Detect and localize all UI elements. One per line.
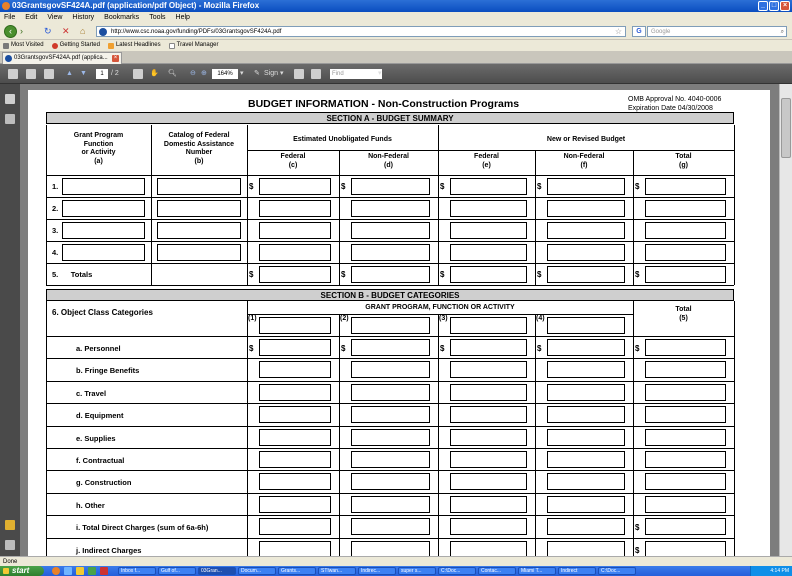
sign-icon[interactable]: ✎ bbox=[254, 70, 260, 77]
taskbar-item[interactable]: Contac... bbox=[478, 567, 516, 575]
column-number: (2) bbox=[340, 315, 349, 322]
site-icon bbox=[99, 28, 107, 36]
category-label: g. Construction bbox=[76, 478, 132, 488]
zoom-out-icon[interactable]: ⊖ bbox=[190, 70, 196, 77]
site-icon bbox=[5, 55, 12, 62]
category-label: a. Personnel bbox=[76, 344, 121, 353]
signatures-panel-icon[interactable] bbox=[5, 520, 15, 530]
taskbar-item[interactable]: C:\Doc... bbox=[438, 567, 476, 575]
column-divider bbox=[535, 314, 536, 560]
grant-program-field[interactable] bbox=[62, 222, 145, 239]
app-quicklaunch-icon[interactable] bbox=[100, 567, 108, 575]
amount-field[interactable] bbox=[259, 361, 331, 378]
column-header-e: Federal (e) bbox=[474, 153, 499, 169]
amount-field[interactable] bbox=[259, 473, 331, 490]
program-name-field[interactable] bbox=[259, 317, 331, 334]
amount-field[interactable] bbox=[547, 266, 625, 283]
column-divider bbox=[633, 301, 634, 560]
amount-field[interactable] bbox=[450, 429, 527, 446]
row-divider bbox=[46, 263, 734, 264]
attachments-panel-icon[interactable] bbox=[5, 540, 15, 550]
grant-program-field[interactable] bbox=[62, 200, 145, 217]
save-icon[interactable] bbox=[26, 69, 36, 79]
amount-field[interactable] bbox=[645, 361, 726, 378]
fit-page-icon[interactable] bbox=[294, 69, 304, 79]
bookmark-latest-headlines[interactable]: Latest Headlines bbox=[108, 40, 161, 51]
column-divider bbox=[633, 150, 634, 285]
amount-field[interactable] bbox=[645, 406, 726, 423]
totals-label: 5. Totals bbox=[52, 270, 93, 279]
row-number: 3. bbox=[52, 226, 59, 235]
cfda-number-field[interactable] bbox=[157, 200, 241, 217]
pdf-toolbar bbox=[0, 64, 792, 84]
search-engine-icon[interactable]: G bbox=[632, 26, 646, 37]
search-icon[interactable]: ⌕ bbox=[780, 29, 784, 35]
category-label: j. Indirect Charges bbox=[76, 545, 142, 555]
column-number: (3) bbox=[439, 315, 448, 322]
print-icon[interactable] bbox=[8, 69, 18, 79]
zoom-level[interactable]: 164% bbox=[212, 69, 238, 79]
table-border bbox=[734, 301, 735, 560]
amount-field[interactable] bbox=[259, 496, 331, 513]
menu-edit[interactable]: Edit bbox=[25, 14, 38, 21]
page-icon bbox=[169, 43, 175, 49]
grant-program-header: GRANT PROGRAM, FUNCTION OR ACTIVITY bbox=[365, 304, 515, 311]
taskbar-item[interactable]: 03Gran... bbox=[198, 567, 236, 575]
close-tab-icon[interactable]: × bbox=[113, 55, 118, 61]
amount-field[interactable] bbox=[547, 429, 625, 446]
zoom-in-icon[interactable]: ⊕ bbox=[201, 70, 207, 77]
amount-field[interactable] bbox=[351, 244, 430, 261]
close-button[interactable]: × bbox=[780, 1, 790, 11]
menu-history[interactable]: History bbox=[72, 14, 95, 21]
reload-icon[interactable]: ↻ bbox=[44, 26, 52, 36]
row-divider bbox=[46, 197, 734, 198]
row-divider bbox=[46, 403, 734, 404]
dollar-sign: $ bbox=[341, 270, 346, 279]
table-border bbox=[46, 301, 47, 560]
amount-field[interactable] bbox=[450, 200, 527, 217]
folder-icon bbox=[3, 43, 9, 49]
amount-field[interactable] bbox=[450, 244, 527, 261]
row-divider bbox=[46, 538, 734, 539]
header-divider bbox=[247, 150, 734, 151]
pdf-sidebar bbox=[0, 84, 20, 556]
amount-field[interactable] bbox=[547, 518, 625, 535]
row-divider bbox=[46, 426, 734, 427]
dollar-sign: $ bbox=[635, 523, 640, 533]
amount-field[interactable] bbox=[351, 222, 430, 239]
sign-button[interactable]: Sign bbox=[264, 70, 279, 77]
amount-field[interactable] bbox=[547, 222, 625, 239]
amount-field[interactable] bbox=[645, 384, 726, 401]
rss-icon bbox=[108, 43, 114, 49]
folder-quicklaunch-icon[interactable] bbox=[76, 567, 84, 575]
amount-field[interactable] bbox=[645, 496, 726, 513]
status-text: Done bbox=[3, 559, 18, 565]
dollar-sign: $ bbox=[341, 344, 346, 353]
taskbar-item[interactable]: Indirect bbox=[558, 567, 596, 575]
dollar-sign: $ bbox=[440, 344, 445, 353]
column-header-d: Non-Federal (d) bbox=[368, 153, 409, 169]
category-label: e. Supplies bbox=[76, 433, 116, 443]
bookmark-most-visited[interactable]: Most Visited bbox=[3, 40, 44, 51]
row-divider bbox=[46, 358, 734, 359]
firefox-icon bbox=[52, 43, 58, 49]
taskbar-item[interactable]: Gulf of... bbox=[158, 567, 196, 575]
amount-field[interactable] bbox=[645, 200, 726, 217]
grant-program-field[interactable] bbox=[62, 178, 145, 195]
amount-field[interactable] bbox=[259, 429, 331, 446]
row-divider bbox=[46, 175, 734, 176]
amount-field[interactable] bbox=[450, 473, 527, 490]
amount-field[interactable] bbox=[259, 200, 331, 217]
amount-field[interactable] bbox=[645, 244, 726, 261]
amount-field[interactable] bbox=[259, 451, 331, 468]
amount-field[interactable] bbox=[450, 384, 527, 401]
dollar-sign: $ bbox=[249, 270, 254, 279]
row-divider bbox=[46, 336, 734, 337]
dollar-sign: $ bbox=[635, 182, 640, 191]
zoom-tool-icon[interactable]: 🔍︎ bbox=[168, 70, 177, 77]
taskbar-item[interactable]: Indirec... bbox=[358, 567, 396, 575]
firefox-icon bbox=[2, 2, 10, 10]
taskbar bbox=[0, 566, 792, 576]
fit-width-icon[interactable] bbox=[311, 69, 321, 79]
amount-field[interactable] bbox=[450, 266, 527, 283]
amount-field[interactable] bbox=[450, 361, 527, 378]
amount-field[interactable] bbox=[259, 518, 331, 535]
column-divider bbox=[247, 125, 248, 285]
taskbar-item[interactable]: Inbox f... bbox=[118, 567, 156, 575]
dollar-sign: $ bbox=[341, 182, 346, 191]
amount-field[interactable] bbox=[450, 178, 527, 195]
amount-field[interactable] bbox=[547, 178, 625, 195]
amount-field[interactable] bbox=[351, 384, 430, 401]
bookmark-travel-manager[interactable]: Travel Manager bbox=[169, 40, 219, 51]
back-arrow-icon[interactable]: ‹ bbox=[4, 25, 17, 38]
amount-field[interactable] bbox=[645, 451, 726, 468]
amount-field[interactable] bbox=[645, 222, 726, 239]
cfda-number-field[interactable] bbox=[157, 178, 241, 195]
menu-help[interactable]: Help bbox=[175, 14, 190, 21]
column-number: (4) bbox=[536, 315, 545, 322]
amount-field[interactable] bbox=[547, 200, 625, 217]
title-bar bbox=[0, 0, 792, 12]
bookmark-getting-started[interactable]: Getting Started bbox=[52, 40, 100, 51]
amount-field[interactable] bbox=[351, 473, 430, 490]
page-total: / 2 bbox=[111, 70, 119, 77]
amount-field[interactable] bbox=[547, 384, 625, 401]
column-divider bbox=[247, 301, 248, 560]
column-header-unobligated: Estimated Unobligated Funds bbox=[293, 136, 392, 143]
amount-field[interactable] bbox=[351, 200, 430, 217]
system-tray bbox=[750, 566, 792, 576]
clock: 4:14 PM bbox=[770, 568, 789, 574]
find-input[interactable] bbox=[330, 69, 382, 79]
row-divider bbox=[46, 241, 734, 242]
scroll-thumb[interactable] bbox=[781, 98, 791, 158]
amount-field[interactable] bbox=[351, 266, 430, 283]
program-name-field[interactable] bbox=[547, 317, 625, 334]
chevron-down-icon[interactable]: ▾ bbox=[240, 70, 244, 77]
amount-field[interactable] bbox=[351, 339, 430, 356]
url-bar[interactable] bbox=[96, 26, 626, 37]
column-header-g: Total (g) bbox=[675, 153, 692, 169]
amount-field[interactable] bbox=[645, 266, 726, 283]
column-number: (1) bbox=[248, 315, 257, 322]
amount-field[interactable] bbox=[547, 496, 625, 513]
row-divider bbox=[46, 219, 734, 220]
program-name-field[interactable] bbox=[351, 317, 430, 334]
menu-tools[interactable]: Tools bbox=[149, 14, 166, 21]
amount-field[interactable] bbox=[450, 222, 527, 239]
find-placeholder: Find bbox=[332, 71, 344, 77]
amount-field[interactable] bbox=[547, 406, 625, 423]
amount-field[interactable] bbox=[547, 473, 625, 490]
section-b-header: SECTION B - BUDGET CATEGORIES bbox=[46, 289, 734, 301]
previous-page-icon[interactable]: ▲ bbox=[66, 70, 73, 77]
page-number-input[interactable]: 1 bbox=[96, 69, 108, 79]
hand-tool-icon[interactable]: ✋ bbox=[150, 70, 159, 77]
amount-field[interactable] bbox=[645, 339, 726, 356]
select-tool-icon[interactable] bbox=[133, 69, 143, 79]
amount-field[interactable] bbox=[547, 244, 625, 261]
dollar-sign: $ bbox=[537, 270, 542, 279]
maximize-button[interactable]: □ bbox=[769, 1, 779, 11]
menu-file[interactable]: File bbox=[4, 14, 16, 21]
total-column-header: Total (5) bbox=[675, 306, 692, 322]
ie-quicklaunch-icon[interactable] bbox=[64, 567, 72, 575]
bookmarks-toolbar bbox=[0, 40, 792, 51]
amount-field[interactable] bbox=[351, 496, 430, 513]
expiration-date: Expiration Date 04/30/2008 bbox=[628, 105, 713, 112]
dollar-sign: $ bbox=[249, 344, 254, 353]
document-title: BUDGET INFORMATION - Non-Construction Programs bbox=[248, 98, 520, 110]
row-divider bbox=[46, 515, 734, 516]
status-bar bbox=[0, 556, 792, 566]
taskbar-item[interactable]: Docum... bbox=[238, 567, 276, 575]
amount-field[interactable] bbox=[259, 222, 331, 239]
amount-field[interactable] bbox=[547, 361, 625, 378]
category-label: b. Fringe Benefits bbox=[76, 366, 140, 376]
column-header-f: Non-Federal (f) bbox=[563, 153, 605, 169]
menu-bookmarks[interactable]: Bookmarks bbox=[104, 14, 140, 21]
row-number: 1. bbox=[52, 182, 59, 191]
taskbar-item[interactable]: Miami T... bbox=[518, 567, 556, 575]
stop-icon[interactable]: ✕ bbox=[62, 26, 70, 36]
category-label: i. Total Direct Charges (sum of 6a-6h) bbox=[76, 523, 209, 533]
tab-label: 03GrantsgovSF424A.pdf (applica... bbox=[14, 55, 108, 61]
amount-field[interactable] bbox=[450, 518, 527, 535]
column-divider bbox=[438, 125, 439, 285]
amount-field[interactable] bbox=[351, 518, 430, 535]
row-divider bbox=[46, 448, 734, 449]
amount-field[interactable] bbox=[645, 178, 726, 195]
vertical-scrollbar[interactable] bbox=[779, 84, 792, 556]
chevron-down-icon[interactable]: ▾ bbox=[280, 70, 284, 77]
category-label: c. Travel bbox=[76, 388, 107, 398]
row-divider bbox=[46, 493, 734, 494]
amount-field[interactable] bbox=[547, 339, 625, 356]
row-divider bbox=[46, 381, 734, 382]
amount-field[interactable] bbox=[259, 339, 331, 356]
amount-field[interactable] bbox=[645, 429, 726, 446]
search-input[interactable] bbox=[647, 26, 787, 37]
amount-field[interactable] bbox=[450, 451, 527, 468]
dollar-sign: $ bbox=[635, 545, 640, 555]
column-header-a: Grant Program Function or Activity (a) bbox=[73, 132, 124, 165]
amount-field[interactable] bbox=[351, 406, 430, 423]
email-icon[interactable] bbox=[44, 69, 54, 79]
amount-field[interactable] bbox=[259, 244, 331, 261]
cfda-number-field[interactable] bbox=[157, 244, 241, 261]
dollar-sign: $ bbox=[635, 344, 640, 353]
star-icon[interactable]: ☆ bbox=[614, 27, 622, 36]
dollar-sign: $ bbox=[537, 344, 542, 353]
menu-bar bbox=[0, 12, 792, 23]
amount-field[interactable] bbox=[450, 339, 527, 356]
category-label: f. Contractual bbox=[76, 456, 125, 465]
start-button[interactable]: start bbox=[0, 566, 44, 576]
minimize-button[interactable]: _ bbox=[758, 1, 768, 11]
column-header-new-budget: New or Revised Budget bbox=[546, 136, 626, 143]
navigation-toolbar bbox=[0, 23, 792, 40]
chevron-down-icon[interactable]: ▾ bbox=[378, 70, 382, 77]
row-divider bbox=[46, 285, 734, 286]
amount-field[interactable] bbox=[450, 496, 527, 513]
taskbar-item[interactable]: super s... bbox=[398, 567, 436, 575]
taskbar-item[interactable]: Grants... bbox=[278, 567, 316, 575]
column-divider bbox=[438, 314, 439, 560]
menu-view[interactable]: View bbox=[47, 14, 63, 21]
search-placeholder: Google bbox=[651, 29, 671, 35]
row-number: 2. bbox=[52, 204, 59, 213]
bookmarks-panel-icon[interactable] bbox=[5, 114, 15, 124]
tab-bar bbox=[0, 51, 792, 64]
object-class-label: 6. Object Class Categories bbox=[52, 308, 153, 317]
dollar-sign: $ bbox=[635, 270, 640, 279]
tab-pdf[interactable] bbox=[2, 52, 122, 64]
dollar-sign: $ bbox=[440, 270, 445, 279]
column-header-c: Federal (c) bbox=[280, 153, 306, 169]
desktop-quicklaunch-icon[interactable] bbox=[88, 567, 96, 575]
row-number: 4. bbox=[52, 248, 59, 257]
row-divider bbox=[46, 470, 734, 471]
amount-field[interactable] bbox=[351, 178, 430, 195]
taskbar-item[interactable]: C:\Doc... bbox=[598, 567, 636, 575]
omb-approval bbox=[628, 95, 721, 113]
section-a-header: SECTION A - BUDGET SUMMARY bbox=[46, 112, 734, 124]
amount-field[interactable] bbox=[259, 178, 331, 195]
firefox-quicklaunch-icon[interactable] bbox=[52, 567, 60, 575]
dollar-sign: $ bbox=[537, 182, 542, 191]
cfda-number-field[interactable] bbox=[157, 222, 241, 239]
category-label: d. Equipment bbox=[76, 411, 124, 421]
grant-program-field[interactable] bbox=[62, 244, 145, 261]
amount-field[interactable] bbox=[259, 406, 331, 423]
dollar-sign: $ bbox=[249, 182, 254, 191]
amount-field[interactable] bbox=[645, 518, 726, 535]
forward-arrow-icon[interactable]: › bbox=[20, 26, 23, 36]
omb-number: OMB Approval No. 4040-0006 bbox=[628, 96, 722, 103]
column-header-b: Catalog of Federal Domestic Assistance Number (b) bbox=[163, 132, 235, 165]
url-text: http://www.csc.noaa.gov/funding/PDFs/03GrantsgovSF424A.pdf bbox=[111, 29, 282, 35]
next-page-icon[interactable]: ▼ bbox=[80, 70, 87, 77]
pdf-page bbox=[28, 90, 770, 560]
amount-field[interactable] bbox=[259, 384, 331, 401]
amount-field[interactable] bbox=[645, 473, 726, 490]
amount-field[interactable] bbox=[351, 361, 430, 378]
category-label: h. Other bbox=[76, 500, 105, 510]
window-title: 03GrantsgovSF424A.pdf (application/pdf Object) - Mozilla Firefox bbox=[12, 1, 260, 10]
taskbar-item[interactable]: STIwan... bbox=[318, 567, 356, 575]
column-divider bbox=[535, 150, 536, 285]
amount-field[interactable] bbox=[450, 406, 527, 423]
table-border bbox=[734, 125, 735, 285]
amount-field[interactable] bbox=[547, 451, 625, 468]
column-divider bbox=[339, 314, 340, 560]
dollar-sign: $ bbox=[440, 182, 445, 191]
program-name-field[interactable] bbox=[450, 317, 527, 334]
pages-panel-icon[interactable] bbox=[5, 94, 15, 104]
windows-icon bbox=[3, 568, 9, 574]
home-icon[interactable]: ⌂ bbox=[80, 26, 86, 36]
amount-field[interactable] bbox=[259, 266, 331, 283]
amount-field[interactable] bbox=[351, 429, 430, 446]
pdf-viewer[interactable] bbox=[20, 84, 779, 556]
amount-field[interactable] bbox=[351, 451, 430, 468]
column-divider bbox=[339, 150, 340, 285]
